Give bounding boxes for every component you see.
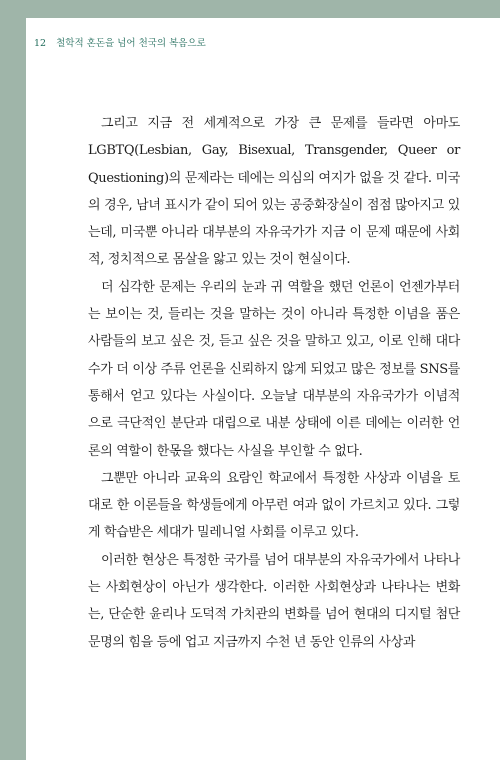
running-header xyxy=(34,35,206,49)
paragraph-2: 더 심각한 문제는 우리의 눈과 귀 역할을 했던 언론이 언젠가부터는 보이는 것, 들리는 것을 말하는 것이 아니라 특정한 이념을 품은 사람들의 보고 싶은 것, 듣고 싶은 것을 말하고 있고, 이로 인해 대다수가 더 이상 주류 언론을 신뢰하지 않게 되었고 많은 정보를 SNS를 통해서 얻고 있다는 사실이다. 오늘날 대부분의 자유국가가 이념적으로 극단적인 분단과 대립으로 내분 상태에 이른 데에는 이러한 언론의 역할이 한몫을 했다는 사실을 부인할 수 없다. xyxy=(88,279,460,459)
paragraph-3: 그뿐만 아니라 교육의 요람인 학교에서 특정한 사상과 이념을 토대로 한 이론들을 학생들에게 아무런 여과 없이 가르치고 있다. 그렇게 학습받은 세대가 밀레니얼 사회를 이루고 있다. xyxy=(88,470,460,541)
paragraph-1: 그리고 지금 전 세계적으로 가장 큰 문제를 들라면 아마도 LGBTQ(Lesbian, Gay, Bisexual, Transgender, Queer or Questioning)의 문제라는 데에는 의심의 여지가 없을 것 같다. 미국의 경우, 남녀 표시가 같이 되어 있는 공중화장실이 점점 많아지고 있는데, 미국뿐 아니라 대부분의 자유국가가 지금 이 문제 때문에 사회적, 정치적으로 몸살을 앓고 있는 것이 현실이다. xyxy=(88,116,460,268)
body-text xyxy=(88,110,460,656)
book-page xyxy=(26,18,500,760)
page-number: 12 xyxy=(34,38,47,49)
paragraph-4: 이러한 현상은 특정한 국가를 넘어 대부분의 자유국가에서 나타나는 사회현상이 아닌가 생각한다. 이러한 사회현상과 나타나는 변화는, 단순한 윤리나 도덕적 가치관의 변화를 넘어 현대의 디지털 첨단 문명의 힘을 등에 업고 지금까지 수천 년 동안 인류의 사상과 xyxy=(88,552,460,650)
running-title: 철학적 혼돈을 넘어 천국의 복음으로 xyxy=(56,38,206,49)
